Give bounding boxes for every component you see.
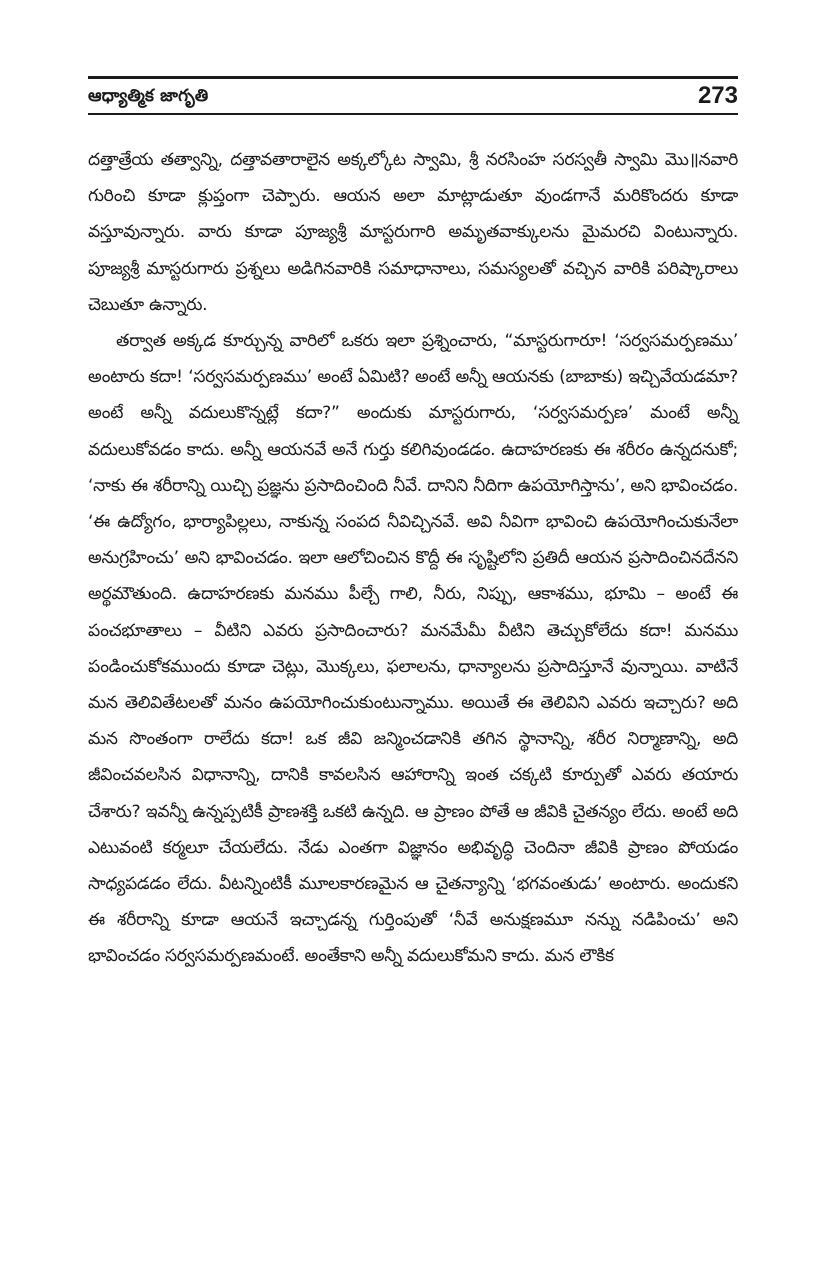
paragraph-2: తర్వాత అక్కడ కూర్చున్న వారిలో ఒకరు ఇలా ప్రశ్నించారు, “మాస్టరుగారూ! ‘సర్వసమర్పణము’ అంటారు కదా! ‘సర్వసమర్పణము’ అంటే ఏమిటి? అంటే అన్నీ ఆయనకు (బాబాకు) ఇచ్చివేయడమా? అంటే అన్నీ వదులుకొన్నట్లే కదా?” అందుకు మాస్టరుగారు, ‘సర్వసమర్పణ’ మంటే అన్నీ వదులుకోవడం కాదు. అన్నీ ఆయనవే అనే గుర్తు కలిగివుండడం. ఉదాహరణకు ఈ శరీరం ఉన్నదనుకో; ‘నాకు ఈ శరీరాన్ని యిచ్చి ప్రజ్ఞను ప్రసాదించింది నీవే. దానిని నీదిగా ఉపయోగిస్తాను’, అని భావించడం. ‘ఈ ఉద్యోగం, భార్యాపిల్లలు, నాకున్న సంపద నీవిచ్చినవే. అవి నీవిగా భావించి ఉపయోగించుకునేలా అనుగ్రహించు’ అని భావించడం. ఇలా ఆలోచించిన కొద్దీ ఈ సృష్టిలోని ప్రతిదీ ఆయన ప్రసాదించినదేనని అర్థమౌతుంది. ఉదాహరణకు మనము పీల్చే గాలి, నీరు, నిప్పు, ఆకాశము, భూమి – అంటే ఈ పంచభూతాలు – వీటిని ఎవరు ప్రసాదించారు? మనమేమీ వీటిని తెచ్చుకోలేదు కదా! మనము పండించుకోకముందు కూడా చెట్లు, మొక్కలు, ఫలాలను, ధాన్యాలను ప్రసాదిస్తూనే వున్నాయి. వాటినే మన తెలివితేటలతో మనం ఉపయోగించుకుంటున్నాము. అయితే ఈ తెలివిని ఎవరు ఇచ్చారు? అది మన సొంతంగా రాలేదు కదా! ఒక జీవి జన్మించడానికి తగిన స్థానాన్ని, శరీర నిర్మాణాన్ని, అది జీవించవలసిన విధానాన్ని, దానికి కావలసిన ఆహారాన్ని ఇంత చక్కటి కూర్పుతో ఎవరు తయారు చేశారు? ఇవన్నీ ఉన్నప్పటికీ ప్రాణశక్తి ఒకటి ఉన్నది. ఆ ప్రాణం పోతే ఆ జీవికి చైతన్యం లేదు. అంటే అది ఎటువంటి కర్మలూ చేయలేదు. నేడు ఎంతగా విజ్ఞానం అభివృద్ధి చెందినా జీవికి ప్రాణం పోయడం సాధ్యపడడం లేదు. వీటన్నింటికీ మూలకారణమైన ఆ చైతన్యాన్ని ‘భగవంతుడు’ అంటారు. అందుకని ఈ శరీరాన్ని కూడా ఆయనే ఇచ్చాడన్న గుర్తింపుతో ‘నీవే అనుక్షణమూ నన్ను నడిపించు’ అని భావించడం సర్వసమర్పణమంటే. అంతేకాని అన్నీ వదులుకోమని కాదు. మన లౌకిక: [88, 331, 738, 967]
header-bottom-rule: [88, 113, 738, 115]
page-body: [88, 142, 738, 975]
paragraph-1: దత్తాత్రేయ తత్వాన్ని, దత్తావతారాలైన అక్కల్కోట స్వామి, శ్రీ నరసింహ సరస్వతీ స్వామి మొ॥నవారి గురించి కూడా క్లుప్తంగా చెప్పారు. ఆయన అలా మాట్లాడుతూ వుండగానే మరికొందరు కూడా వస్తూవున్నారు. వారు కూడా పూజ్యశ్రీ మాస్టరుగారి అమృతవాక్కులను మైమరచి వింటున్నారు. పూజ్యశ్రీ మాస్టరుగారు ప్రశ్నలు అడిగినవారికి సమాధానాలు, సమస్యలతో వచ్చిన వారికి పరిష్కారాలు చెబుతూ ఉన్నారు.: [88, 150, 738, 315]
page-number: 273: [697, 82, 738, 109]
header-top-rule: [88, 76, 738, 79]
book-title: ఆధ్యాత్మిక జాగృతి: [88, 86, 209, 106]
running-header: [88, 84, 738, 114]
